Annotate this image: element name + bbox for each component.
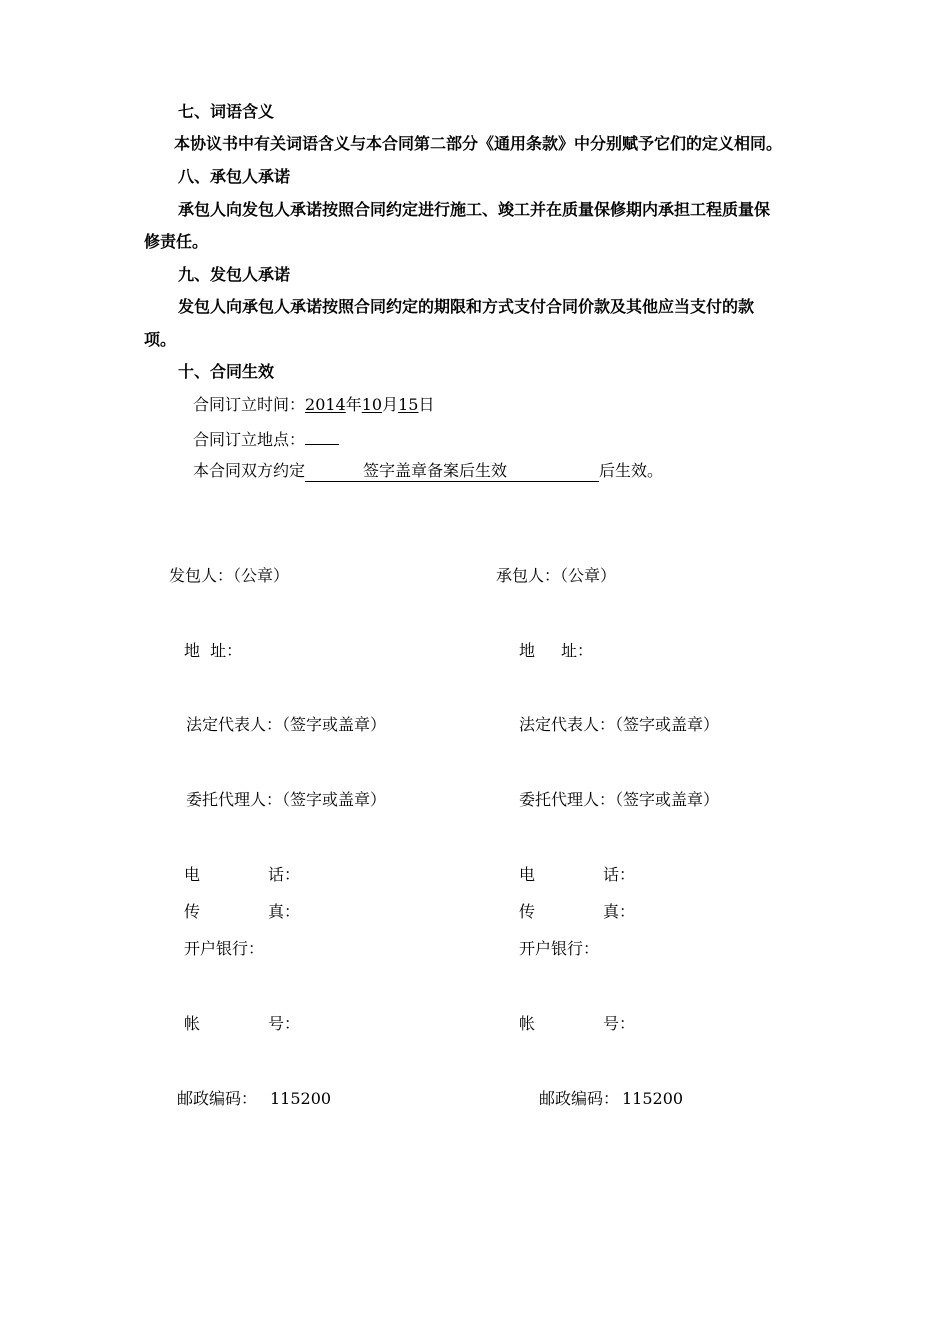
- section9-body-line2: 项。: [144, 330, 177, 349]
- employer-fax-label-a: 传: [184, 902, 201, 921]
- contractor-agent: 委托代理人：（签字或盖章）: [519, 790, 720, 809]
- contractor-legal-rep: 法定代表人：（签字或盖章）: [519, 715, 720, 734]
- employer-phone-label-b: 话：: [268, 865, 301, 884]
- section9-heading: 九、发包人承诺: [178, 265, 291, 284]
- contract-date-year: 2014: [305, 395, 346, 414]
- employer-account-label-b: 号：: [268, 1014, 301, 1033]
- contractor-bank: 开户银行：: [519, 939, 600, 958]
- employer-title: 发包人：（公章）: [169, 566, 290, 585]
- contract-date-day-unit: 日: [418, 395, 435, 414]
- contract-place-line: [193, 428, 339, 450]
- contractor-phone-label-b: 话：: [603, 865, 636, 884]
- contract-place-blank: [305, 428, 339, 445]
- employer-bank: 开户银行：: [184, 939, 265, 958]
- section9-body-line1: 发包人向承包人承诺按照合同约定的期限和方式支付合同价款及其他应当支付的款: [178, 297, 755, 316]
- employer-legal-rep: 法定代表人：（签字或盖章）: [186, 715, 387, 734]
- employer-phone-label-a: 电: [184, 865, 201, 884]
- contract-date-line: [193, 395, 435, 415]
- employer-account-label-a: 帐: [184, 1014, 201, 1033]
- employer-fax-label-b: 真：: [268, 902, 301, 921]
- contract-date-label: 合同订立时间：: [193, 395, 306, 414]
- contractor-address-label-b: 址：: [561, 641, 594, 660]
- contract-date-month-unit: 月: [382, 395, 399, 414]
- section7-heading: 七、词语含义: [178, 102, 275, 121]
- contract-effect-prefix: 本合同双方约定: [193, 461, 306, 480]
- employer-postcode-label: 邮政编码：: [177, 1089, 258, 1108]
- section8-body-line1: 承包人向发包人承诺按照合同约定进行施工、竣工并在质量保修期内承担工程质量保: [178, 200, 771, 219]
- section7-body: 本协议书中有关词语含义与本合同第二部分《通用条款》中分别赋予它们的定义相同。: [174, 134, 783, 153]
- contractor-title: 承包人：（公章）: [496, 566, 617, 585]
- contract-place-label: 合同订立地点：: [193, 430, 306, 449]
- contractor-fax-label-b: 真：: [603, 902, 636, 921]
- contractor-postcode-value: 115200: [622, 1089, 684, 1108]
- employer-postcode-value: 115200: [270, 1089, 332, 1108]
- section8-heading: 八、承包人承诺: [178, 167, 291, 186]
- contractor-postcode-label: 邮政编码：: [539, 1089, 620, 1108]
- contract-date-month: 10: [361, 395, 383, 414]
- contract-effect-line: [193, 461, 663, 482]
- contractor-account-label-b: 号：: [603, 1014, 636, 1033]
- section10-heading: 十、合同生效: [178, 362, 275, 381]
- contract-effect-suffix: 后生效。: [599, 461, 664, 480]
- contractor-account-label-a: 帐: [519, 1014, 536, 1033]
- contractor-fax-label-a: 传: [519, 902, 536, 921]
- contract-effect-value: 签字盖章备案后生效: [305, 461, 599, 482]
- section8-body-line2: 修责任。: [144, 232, 209, 251]
- contract-date-year-unit: 年: [345, 395, 362, 414]
- contract-date-day: 15: [398, 395, 419, 414]
- contractor-phone-label-a: 电: [519, 865, 536, 884]
- employer-address: 地 址：: [184, 641, 243, 660]
- employer-agent: 委托代理人：（签字或盖章）: [186, 790, 387, 809]
- contractor-address-label-a: 地: [519, 641, 536, 660]
